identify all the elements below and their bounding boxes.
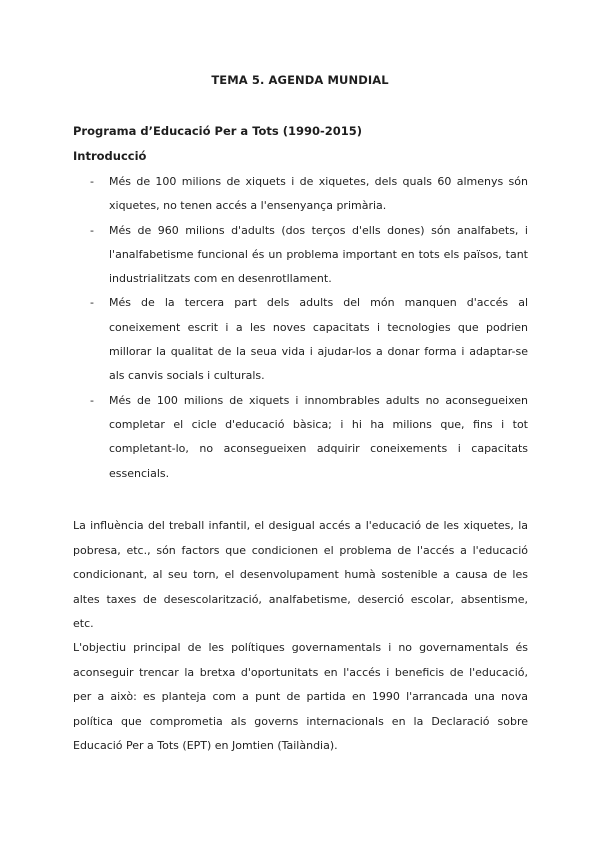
intro-bullet-list: [73, 170, 528, 486]
list-item-text: Més de 100 milions de xiquets i innombrables adults no aconsegueixen completar el cicle d'educació bàsica; i hi ha milions que, fins i tot completant-lo, no aconsegueixen adquirir coneixements i capacitats essencials.: [109, 393, 528, 480]
bullet-dash: -: [90, 393, 94, 407]
intro-heading: Introducció: [73, 149, 147, 163]
list-item: [73, 389, 528, 486]
bullet-dash: -: [90, 223, 94, 237]
page-title: TEMA 5. AGENDA MUNDIAL: [211, 73, 389, 87]
program-heading: Programa d’Educació Per a Tots (1990-2015): [73, 124, 363, 138]
paragraph-policy-objective: L'objectiu principal de les polítiques governamentals i no governamentals és aconseguir trencar la bretxa d'oportunitats en l'accés i beneficis de l'educació, per a això: es planteja com a punt de partida en 1990 l'arrancada una nova política que comprometia als governs internacionals en la Declaració sobre Educació Per a Tots (EPT) en Jomtien (Tailàndia).: [73, 641, 528, 752]
list-item: [73, 291, 528, 388]
list-item-text: Més de la tercera part dels adults del món manquen d'accés al coneixement escrit i a les noves capacitats i tecnologies que podrien millorar la qualitat de la seua vida i ajudar-los a donar forma i adaptar-se als canvis socials i culturals.: [109, 296, 528, 383]
paragraph-child-labour: La influència del treball infantil, el desigual accés a l'educació de les xiquetes, la pobresa, etc., són factors que condicionen el problema de l'accés a l'educació condicionant, al seu torn, el desenvolupament humà sostenible a causa de les altes taxes de desescolarització, analfabetisme, deserció escolar, absentisme, etc.: [73, 519, 528, 630]
list-item-text: Més de 100 milions de xiquets i de xiquetes, dels quals 60 almenys són xiquetes, no tenen accés a l'ensenyança primària.: [109, 175, 528, 213]
list-item: [73, 219, 528, 292]
bullet-dash: -: [90, 175, 94, 188]
list-item: [73, 170, 528, 219]
bullet-dash: -: [90, 296, 94, 310]
list-item-text: Més de 960 milions d'adults (dos terços d'ells dones) són analfabets, i l'analfabetisme funcional és un problema important en tots els països, tant industrialitzats com en desenrotllament.: [109, 223, 528, 286]
